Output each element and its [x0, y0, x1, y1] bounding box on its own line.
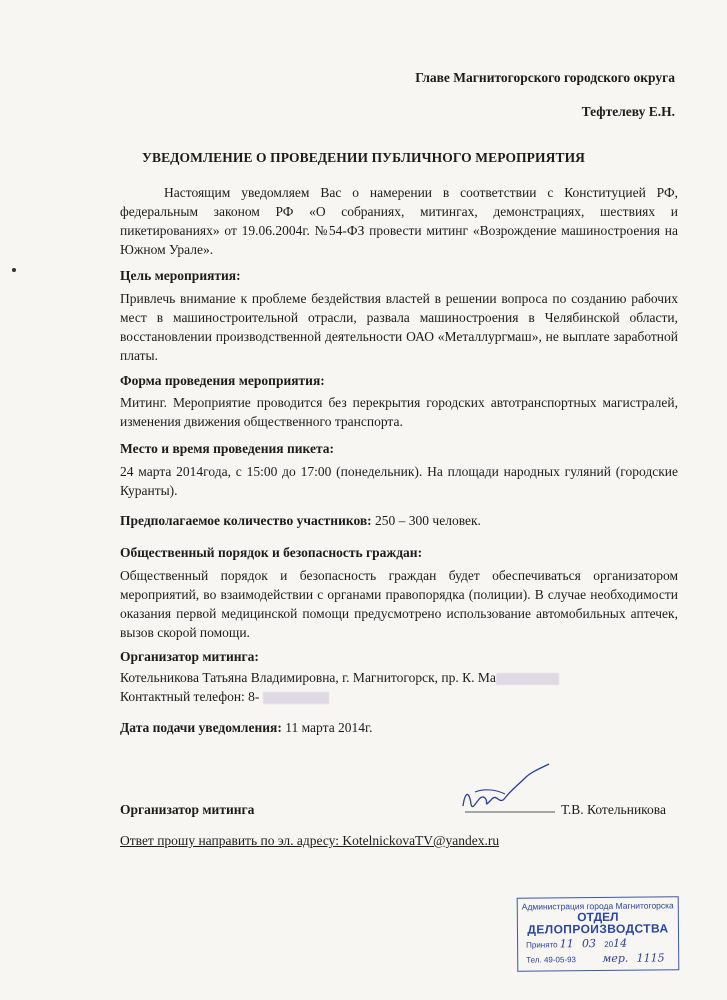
reply-email-line: Ответ прошу направить по эл. адресу: KotelnickovaTV@yandex.ru: [120, 833, 500, 848]
organizer-name: Котельникова Татьяна Владимировна, г. Магнитогорск, пр. К. Ма: [120, 670, 496, 685]
organizer-phone: Контактный телефон: 8-: [120, 689, 260, 704]
redaction-address: [496, 673, 559, 685]
stamp-dept1: ОТДЕЛ: [577, 909, 619, 925]
document-title: УВЕДОМЛЕНИЕ О ПРОВЕДЕНИИ ПУБЛИЧНОГО МЕРОПРИЯТИЯ: [141, 150, 586, 165]
redaction-phone: [263, 692, 329, 704]
intro-paragraph: Настоящим уведомляем Вас о намерении в соответствии с Конституцией РФ, федеральным законом РФ «О собраниях, митингах, демонстрациях, шествиях и пикетированиях» от 19.06.2004г. №54-ФЗ провести митинг «Возрождение машиностроения на Южном Урале».: [120, 185, 678, 257]
participants-label: Предполагаемое количество участников:: [120, 513, 372, 528]
submission-value: 11 марта 2014г.: [281, 720, 373, 735]
signature-scribble: [455, 762, 565, 822]
stamp-number: 1115: [636, 951, 665, 965]
stamp-received-label: Принято: [526, 940, 558, 950]
order-heading: Общественный порядок и безопасность граждан:: [120, 545, 423, 560]
stamp-date-row: [526, 936, 678, 950]
scan-speck: [12, 268, 16, 272]
place-heading: Место и время проведения пикета:: [120, 441, 335, 456]
stamp-signature-mark: мер.: [602, 951, 629, 965]
submission-label: Дата подачи уведомления:: [120, 720, 282, 735]
participants-value: 250 – 300 человек.: [371, 513, 481, 528]
organizer-name-line: [120, 670, 559, 686]
signature-name: Т.В. Котельникова: [561, 802, 666, 817]
registration-stamp: [517, 896, 680, 971]
signature-label: Организатор митинга: [120, 802, 255, 817]
form-heading: Форма проведения мероприятия:: [120, 373, 325, 388]
goal-heading: Цель мероприятия:: [120, 268, 241, 283]
stamp-tel: Тел. 49-05-93: [526, 955, 577, 965]
stamp-year: 14: [613, 936, 628, 950]
participants-line: [120, 513, 481, 529]
form-text: Митинг. Мероприятие проводится без перекрытия городских автотранспортных магистралей, изменения движения общественного транспорта.: [120, 395, 678, 429]
stamp-tel-row: [526, 951, 678, 965]
addressee-line2: Тефтелеву Е.Н.: [581, 104, 675, 119]
goal-text: Привлечь внимание к проблеме бездействия властей в решении вопроса по созданию рабочих мест в машиностроительной отрасли, развала машиностроения в Челябинской области, восстановлении производственной деятельности ОАО «Металлургмаш», не выплате заработной платы.: [120, 291, 678, 363]
stamp-year-prefix: 20: [604, 939, 614, 949]
submission-line: [120, 720, 372, 736]
place-text: 24 марта 2014года, с 15:00 до 17:00 (понедельник). На площади народных гуляний (городские Куранты).: [120, 464, 678, 498]
organizer-phone-line: [120, 689, 329, 705]
stamp-month: 03: [581, 937, 597, 951]
stamp-org: Администрация города Магнитогорска: [521, 900, 674, 912]
stamp-day: 11: [559, 937, 574, 951]
addressee-line1: Главе Магнитогорского городского округа: [415, 70, 675, 85]
organizer-heading: Организатор митинга:: [120, 649, 259, 664]
order-text: Общественный порядок и безопасность граждан будет обеспечиваться организатором мероприятий, во взаимодействии с органами правопорядка (полиции). В случае необходимости оказания первой медицинской помощи предусмотрено использование автомобильных аптечек, вызов скорой помощи.: [120, 568, 678, 640]
stamp-dept2: ДЕЛОПРОИЗВОДСТВА: [527, 921, 669, 937]
